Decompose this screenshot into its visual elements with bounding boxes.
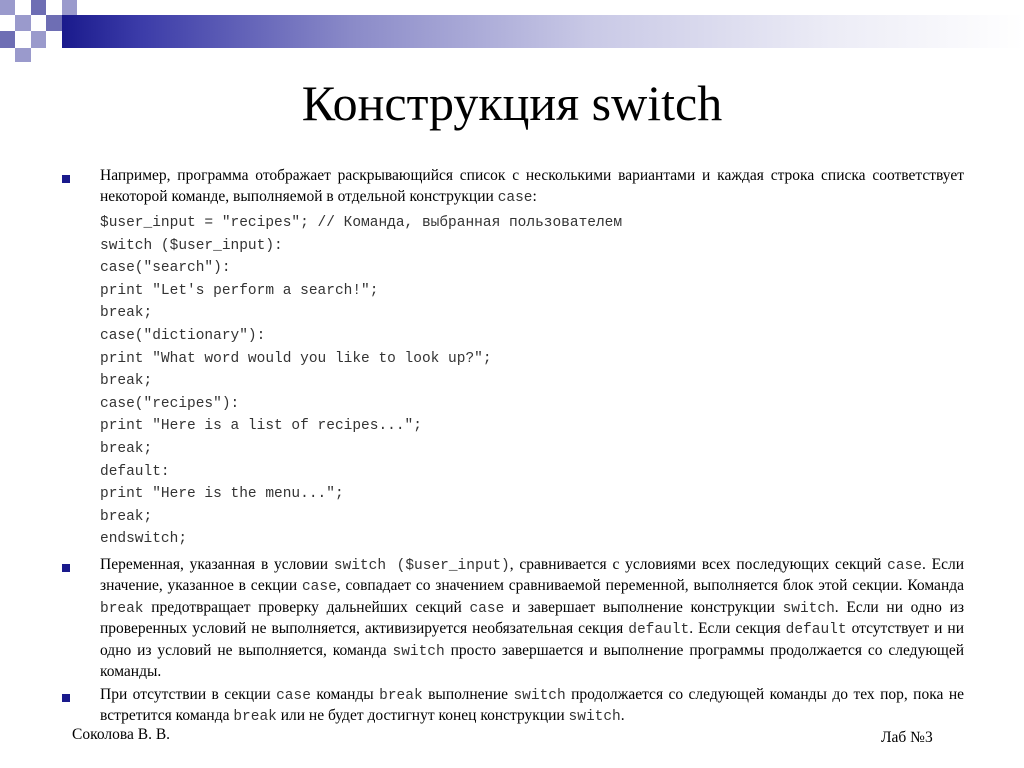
code-line: print "Here is a list of recipes..."; <box>100 418 422 435</box>
slide-title: Конструкция switch <box>301 75 723 131</box>
bullet-text <box>100 685 964 728</box>
text-run: , совпадает со значением сравниваемой переменной, выполняется блок этой секции. Команда <box>336 577 964 595</box>
deco-square <box>0 0 15 15</box>
code-line: break; <box>100 373 153 390</box>
text-run: и завершает выполнение конструкции <box>504 598 783 616</box>
code-keyword: break <box>233 709 277 726</box>
code-keyword: switch <box>568 709 621 726</box>
bullet-item-2 <box>58 555 964 683</box>
code-keyword: default <box>628 622 690 639</box>
text-run: . Если секция <box>689 620 786 638</box>
code-line: print "What word would you like to look up?"; <box>100 350 492 367</box>
text-run: просто завершается и выполнение программы продолжается со следующей команды. <box>100 641 965 681</box>
code-line: switch ($user_input): <box>100 237 283 254</box>
code-line: case("recipes"): <box>100 395 240 412</box>
code-line: print "Here is the menu..."; <box>100 486 344 503</box>
text-run: команды <box>310 685 380 703</box>
text-run: Например, программа отображает раскрывающийся список с несколькими вариантами и каждая строка списка соответствует некоторой команде, выполняемой в отдельной конструкции <box>100 167 964 205</box>
text-run: , сравнивается с условиями всех последующих секций <box>509 555 888 573</box>
bullet-item-3 <box>58 685 964 728</box>
deco-square <box>46 15 62 31</box>
square-bullet-icon <box>62 694 70 702</box>
code-line: $user_input = "recipes"; // Команда, выбранная пользователем <box>100 215 623 231</box>
text-run: продолжается со следующей команды до тех пор, пока не встретится команда <box>100 685 964 725</box>
text-run: Переменная, указанная в условии <box>100 555 334 573</box>
text-run: . Если ни одно из проверенных условий не выполняется, активизируется необязательная секция <box>100 598 964 638</box>
deco-square <box>15 48 31 62</box>
text-run: отсутствует и ни одно из условий не выполняется, команда <box>100 620 964 659</box>
code-keyword: break <box>379 687 423 704</box>
code-line: case("search"): <box>100 260 231 277</box>
code-line: break; <box>100 305 153 322</box>
code-keyword: break <box>100 600 144 617</box>
code-keyword: case <box>276 687 311 704</box>
code-keyword: switch <box>782 600 835 617</box>
code-line: case("dictionary"): <box>100 327 266 344</box>
code-keyword: default <box>785 622 847 639</box>
footer-lab-number: Лаб №3 <box>881 729 933 746</box>
slide-content <box>58 166 964 728</box>
deco-square <box>62 0 77 15</box>
deco-square <box>15 15 31 31</box>
header-gradient-bar <box>62 15 1024 48</box>
text-run: : <box>532 187 537 205</box>
code-line: break; <box>100 508 153 525</box>
code-keyword: case <box>887 557 922 574</box>
footer-author: Соколова В. В. <box>72 726 171 743</box>
code-keyword: case <box>469 600 505 617</box>
header-decoration <box>0 0 1024 64</box>
text-run: предотвращает проверку дальнейших секций <box>143 598 470 616</box>
code-line: endswitch; <box>100 531 188 548</box>
code-keyword: case <box>497 189 533 206</box>
deco-square <box>0 31 15 48</box>
code-line: default: <box>100 463 170 480</box>
text-run: или не будет достигнут конец конструкции <box>276 707 569 725</box>
deco-square <box>31 31 46 48</box>
bullet-text <box>100 555 964 683</box>
code-block <box>58 212 964 551</box>
code-keyword: case <box>301 579 337 596</box>
bullet-text <box>100 166 964 208</box>
deco-square <box>31 0 46 15</box>
text-run: выполнение <box>422 685 514 703</box>
code-keyword: switch <box>513 687 566 704</box>
text-run: При отсутствии в секции <box>100 685 277 703</box>
code-line: break; <box>100 440 153 457</box>
bullet-item-1 <box>58 166 964 208</box>
square-bullet-icon <box>62 564 70 572</box>
text-run: . <box>620 707 625 725</box>
code-keyword: switch <box>392 643 445 660</box>
text-run: . Если значение, указанное в секции <box>100 555 965 595</box>
square-bullet-icon <box>62 175 70 183</box>
code-line: print "Let's perform a search!"; <box>100 282 379 299</box>
code-keyword: switch ($user_input) <box>333 557 510 574</box>
